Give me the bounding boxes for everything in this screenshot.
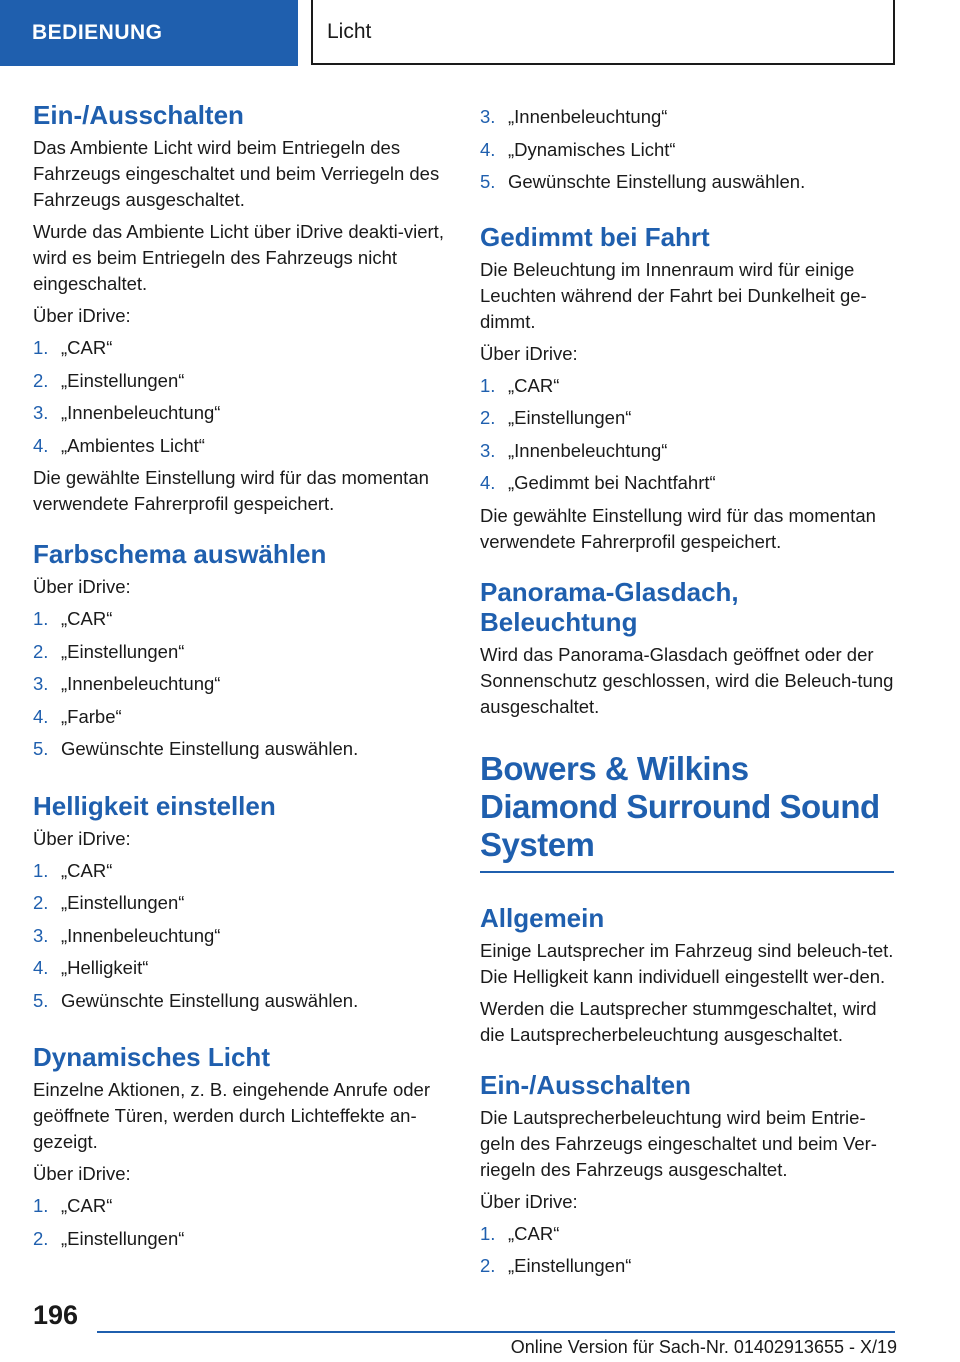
step-text: „Innenbeleuchtung“ — [508, 439, 668, 461]
step-item — [480, 1253, 894, 1286]
chapter-title: Bowers & Wilkins Diamond Surround Sound System — [480, 750, 894, 873]
step-text: „Einstellungen“ — [61, 892, 185, 913]
step-number: 1. — [33, 608, 49, 629]
step-item — [480, 169, 894, 202]
steps-list — [33, 858, 447, 1021]
step-number: 2. — [33, 369, 49, 391]
continued-steps-list — [480, 104, 894, 202]
step-number: 4. — [33, 434, 49, 456]
step-text: „Innenbeleuchtung“ — [61, 673, 221, 694]
step-item — [33, 1193, 447, 1226]
section — [33, 1042, 447, 1258]
step-item — [33, 988, 447, 1021]
step-item — [480, 104, 894, 137]
right-column — [480, 100, 894, 1308]
step-number: 1. — [33, 1195, 49, 1216]
section-heading: Ein-/Ausschalten — [33, 100, 244, 130]
step-number: 2. — [33, 1227, 49, 1249]
section-heading: Dynamisches Licht — [33, 1042, 270, 1072]
section — [480, 222, 894, 555]
step-number: 5. — [33, 989, 49, 1011]
paragraph: Über iDrive: — [480, 1190, 578, 1212]
step-text: „Gedimmt bei Nachtfahrt“ — [508, 472, 716, 493]
section-heading: Panorama-Glasdach, Beleuchtung — [480, 576, 739, 637]
step-item — [33, 923, 447, 956]
paragraph: Über iDrive: — [33, 576, 131, 597]
steps-list — [33, 335, 447, 465]
step-number: 2. — [480, 407, 496, 428]
step-text: „CAR“ — [508, 1222, 560, 1244]
section-heading: Gedimmt bei Fahrt — [480, 221, 710, 252]
step-item — [33, 368, 447, 401]
step-text: „Innenbeleuchtung“ — [508, 106, 668, 127]
step-item — [33, 955, 447, 988]
paragraph: Über iDrive: — [33, 305, 131, 326]
section — [33, 100, 447, 517]
step-text: Gewünschte Einstellung auswählen. — [508, 171, 806, 192]
step-number: 4. — [480, 138, 496, 160]
section — [480, 1070, 894, 1286]
section — [480, 577, 894, 720]
step-text: „Dynamisches Licht“ — [508, 138, 676, 160]
step-number: 1. — [33, 337, 49, 358]
paragraph: Wurde das Ambiente Licht über iDrive deakti-viert, wird es beim Entriegeln des Fahrzeugs nicht eingeschaltet. — [33, 221, 444, 294]
step-text: „Innenbeleuchtung“ — [61, 924, 221, 946]
paragraph: Werden die Lautsprecher stummgeschaltet, wird die Lautsprecherbeleuchtung ausgeschaltet. — [480, 997, 877, 1045]
step-number: 5. — [33, 738, 49, 759]
step-number: 2. — [33, 892, 49, 913]
paragraph: Über iDrive: — [33, 827, 131, 849]
step-text: „CAR“ — [61, 608, 113, 629]
step-item — [33, 639, 447, 672]
section — [33, 791, 447, 1021]
paragraph: Die Lautsprecherbeleuchtung wird beim Entrie-geln des Fahrzeugs eingeschaltet und beim Ver-riegeln des Fahrzeugs ausgeschaltet. — [480, 1106, 877, 1180]
section — [33, 539, 447, 769]
left-column — [33, 100, 447, 1280]
step-text: „CAR“ — [61, 337, 113, 358]
step-item — [33, 433, 447, 466]
step-item — [480, 373, 894, 406]
step-number: 4. — [480, 472, 496, 493]
step-number: 3. — [33, 402, 49, 423]
section-tab: BEDIENUNG — [0, 0, 298, 66]
page-header — [0, 0, 960, 68]
step-text: „Einstellungen“ — [508, 407, 632, 428]
paragraph: Über iDrive: — [480, 342, 578, 364]
step-text: „CAR“ — [508, 374, 560, 396]
paragraph: Die gewählte Einstellung wird für das momentan verwendete Fahrerprofil gespeichert. — [33, 467, 429, 514]
step-number: 3. — [33, 673, 49, 694]
step-item — [33, 736, 447, 769]
section-heading: Allgemein — [480, 902, 605, 933]
section-heading: Helligkeit einstellen — [33, 790, 276, 821]
step-text: „Farbe“ — [61, 705, 122, 727]
section-heading: Ein-/Ausschalten — [480, 1069, 691, 1100]
step-text: „Einstellungen“ — [508, 1255, 632, 1276]
step-number: 2. — [33, 640, 49, 662]
step-item — [33, 704, 447, 737]
topic-tab: Licht — [311, 0, 895, 65]
section-heading: Farbschema auswählen — [33, 539, 327, 569]
step-item — [480, 137, 894, 170]
right-after-sections — [480, 903, 894, 1286]
step-text: „Einstellungen“ — [61, 369, 185, 391]
step-number: 4. — [33, 705, 49, 727]
step-item — [33, 335, 447, 368]
step-number: 1. — [480, 374, 496, 396]
footer-rule — [97, 1331, 895, 1333]
paragraph: Einige Lautsprecher im Fahrzeug sind beleuch-tet. Die Helligkeit kann individuell eingestellt wer-den. — [480, 939, 894, 987]
step-text: „CAR“ — [61, 859, 113, 881]
right-sections — [480, 222, 894, 720]
step-item — [33, 400, 447, 433]
section — [480, 903, 894, 1048]
step-number: 3. — [480, 106, 496, 127]
step-text: „Einstellungen“ — [61, 640, 185, 662]
page-number: 196 — [33, 1300, 79, 1330]
step-item — [33, 606, 447, 639]
paragraph: Über iDrive: — [33, 1163, 131, 1184]
paragraph: Das Ambiente Licht wird beim Entriegeln des Fahrzeugs eingeschaltet und beim Verriegeln des Fahrzeugs ausgeschaltet. — [33, 137, 440, 210]
steps-list — [480, 1221, 894, 1286]
footer-text: Online Version für Sach-Nr. 01402913655 - X/19 — [510, 1337, 897, 1357]
steps-list — [33, 1193, 447, 1258]
step-text: Gewünschte Einstellung auswählen. — [61, 989, 359, 1011]
step-text: „Innenbeleuchtung“ — [61, 402, 221, 423]
step-number: 1. — [33, 859, 49, 881]
step-item — [33, 858, 447, 891]
step-text: „Einstellungen“ — [61, 1227, 185, 1249]
step-number: 2. — [480, 1255, 496, 1276]
step-item — [33, 671, 447, 704]
paragraph: Einzelne Aktionen, z. B. eingehende Anrufe oder geöffnete Türen, werden durch Lichteffekte an-gezeigt. — [33, 1079, 431, 1152]
step-item — [33, 890, 447, 923]
step-number: 4. — [33, 957, 49, 978]
step-text: „Ambientes Licht“ — [61, 434, 205, 456]
paragraph: Wird das Panorama-Glasdach geöffnet oder der Sonnenschutz geschlossen, wird die Beleuch-tung ausgeschaltet. — [480, 643, 894, 717]
step-text: „Helligkeit“ — [61, 957, 149, 978]
step-item — [480, 470, 894, 503]
step-item — [480, 438, 894, 471]
paragraph: Die Beleuchtung im Innenraum wird für einige Leuchten während der Fahrt bei Dunkelheit ge-dimmt. — [480, 258, 867, 332]
step-item — [33, 1226, 447, 1259]
step-number: 5. — [480, 171, 496, 192]
paragraph: Die gewählte Einstellung wird für das momentan verwendete Fahrerprofil gespeichert. — [480, 504, 876, 552]
step-text: „CAR“ — [61, 1195, 113, 1216]
step-item — [480, 405, 894, 438]
steps-list — [33, 606, 447, 769]
step-item — [480, 1221, 894, 1254]
step-number: 3. — [33, 924, 49, 946]
step-number: 1. — [480, 1222, 496, 1244]
step-text: Gewünschte Einstellung auswählen. — [61, 738, 359, 759]
step-number: 3. — [480, 439, 496, 461]
steps-list — [480, 373, 894, 503]
